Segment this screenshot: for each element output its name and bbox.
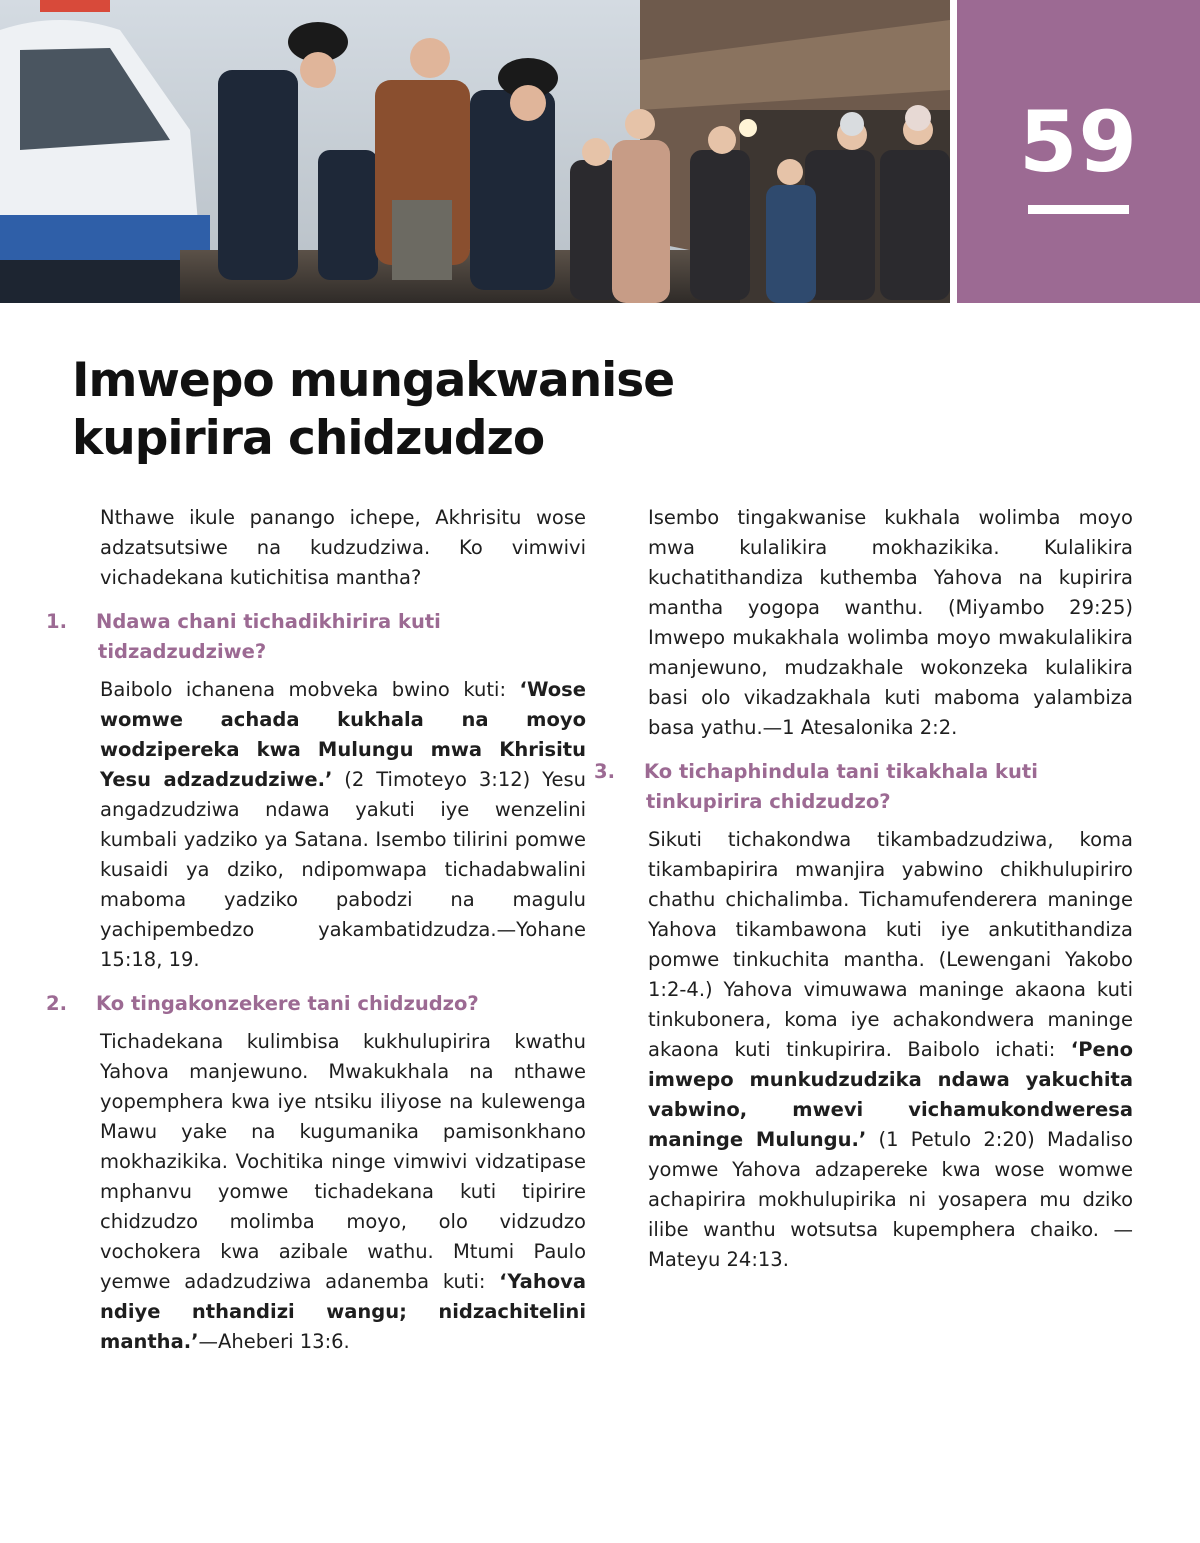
- answer-2-post: —Aheberi 13:6.: [198, 1330, 350, 1353]
- question-3-text: Ko tichaphindula tani tikakhala kuti tinkupirira chidzudzo?: [644, 760, 1038, 813]
- question-1-number: 1.: [46, 610, 67, 633]
- answer-2-continuation: Isembo tingakwanise kukhala wolimba moyo mwa kulalikira mokhazikika. Kulalikira kuchatithandiza kuthemba Yahova na kupirira mantha yogopa wanthu. (Miyambo 29:25) Imwepo mukakhala wolimba moyo mwakulalikira manjewuno, mudzakhale wokonzeka kulalikira basi olo vikadzakhala kuti maboma yalambiza basa yathu.—1 Atesalonika 2:2.: [648, 506, 1133, 739]
- question-2-text: Ko tingakonzekere tani chidzudzo?: [96, 992, 479, 1015]
- answer-1-pre: Baibolo ichanena mobveka bwino kuti:: [100, 678, 520, 701]
- right-column: [594, 503, 1133, 1289]
- answer-2-pre: Tichadekana kulimbisa kukhulupirira kwathu Yahova manjewuno. Mwakukhala na nthawe yopemphera kwa iye ntsiku iliyose na kulewenga Mawu yake na kugumanika pamisonkhano mokhazikika. Vochitika ninge vimwivi vidzatipase mphanvu yomwe tichadekana kuti tipirire chidzudzo molimba moyo, olo vidzudzo vochokera kwa azibale wathu. Mtumi Paulo yemwe adadzudziwa adanemba kuti:: [100, 1030, 586, 1293]
- lesson-number-box: [957, 0, 1200, 303]
- answer-2-quote: ‘Yahova ndiye nthandizi wangu; nidzachitelini mantha.’: [100, 1270, 586, 1353]
- lesson-number: 59: [1019, 93, 1138, 191]
- answer-3-paragraph: [648, 825, 1133, 1275]
- question-2-number: 2.: [46, 992, 67, 1015]
- intro-paragraph: Nthawe ikule panango ichepe, Akhrisitu wose adzatsutsiwe na kudzudziwa. Ko vimwivi vichadekana kutichitisa mantha?: [100, 506, 586, 589]
- question-3-number: 3.: [594, 760, 615, 783]
- left-column: [46, 503, 587, 1371]
- question-3: [594, 757, 1133, 817]
- header-photo: [0, 0, 950, 303]
- answer-1-post: (2 Timoteyo 3:12) Yesu angadzudziwa ndawa yakuti iye wenzelini kumbali yadziko ya Satana. Isembo tilirini pomwe kusaidi ya dziko, ndipomwapa tichadabwalini maboma yadziko pabodzi na magulu yachipembedzo yakambatidzudza.—Yohane 15:18, 19.: [100, 768, 587, 971]
- page-title-line-2: kupirira chidzudzo: [72, 411, 545, 466]
- question-2: [46, 989, 586, 1019]
- answer-3-quote: ‘Peno imwepo munkudzudzika ndawa yakuchita vabwino, mwevi vichamukondweresa maninge Mulungu.’: [648, 1038, 1133, 1151]
- page-title-line-1: Imwepo mungakwanise: [72, 353, 675, 408]
- question-1-text: Ndawa chani tichadikhirira kuti tidzadzudziwe?: [96, 610, 441, 663]
- lesson-number-rule: [1028, 205, 1129, 214]
- answer-3-pre: Sikuti tichakondwa tikambadzudziwa, koma tikambapirira mwanjira yabwino chikhulupiriro chathu chichalimba. Tichamufenderera maninge Yahova tikambawona kuti iye ankutithandiza pomwe tinkuchita mantha. (Lewengani Yakobo 1:2-4.) Yahova vimuwawa maninge akaona kuti tinkubonera, koma iye achakondwera maninge akaona kuti tinkupirira. Baibolo ichati:: [648, 828, 1133, 1061]
- answer-1-paragraph: [100, 675, 586, 975]
- answer-1-quote: ‘Wose womwe achada kukhala na moyo wodzipereka kwa Mulungu mwa Khrisitu Yesu adzadzudziwe.’: [100, 678, 586, 791]
- answer-3-post: (1 Petulo 2:20) Madaliso yomwe Yahova adzapereke kwa wose womwe achapirira mokhulupirika ni yosapera mu dziko ilibe wanthu wotsutsa kupemphera chaiko. —Mateyu 24:13.: [648, 1128, 1133, 1271]
- photo-police-escort-icon: [0, 0, 950, 303]
- page-title: [72, 352, 872, 468]
- question-1: [46, 607, 586, 667]
- answer-2-paragraph: [100, 1027, 586, 1357]
